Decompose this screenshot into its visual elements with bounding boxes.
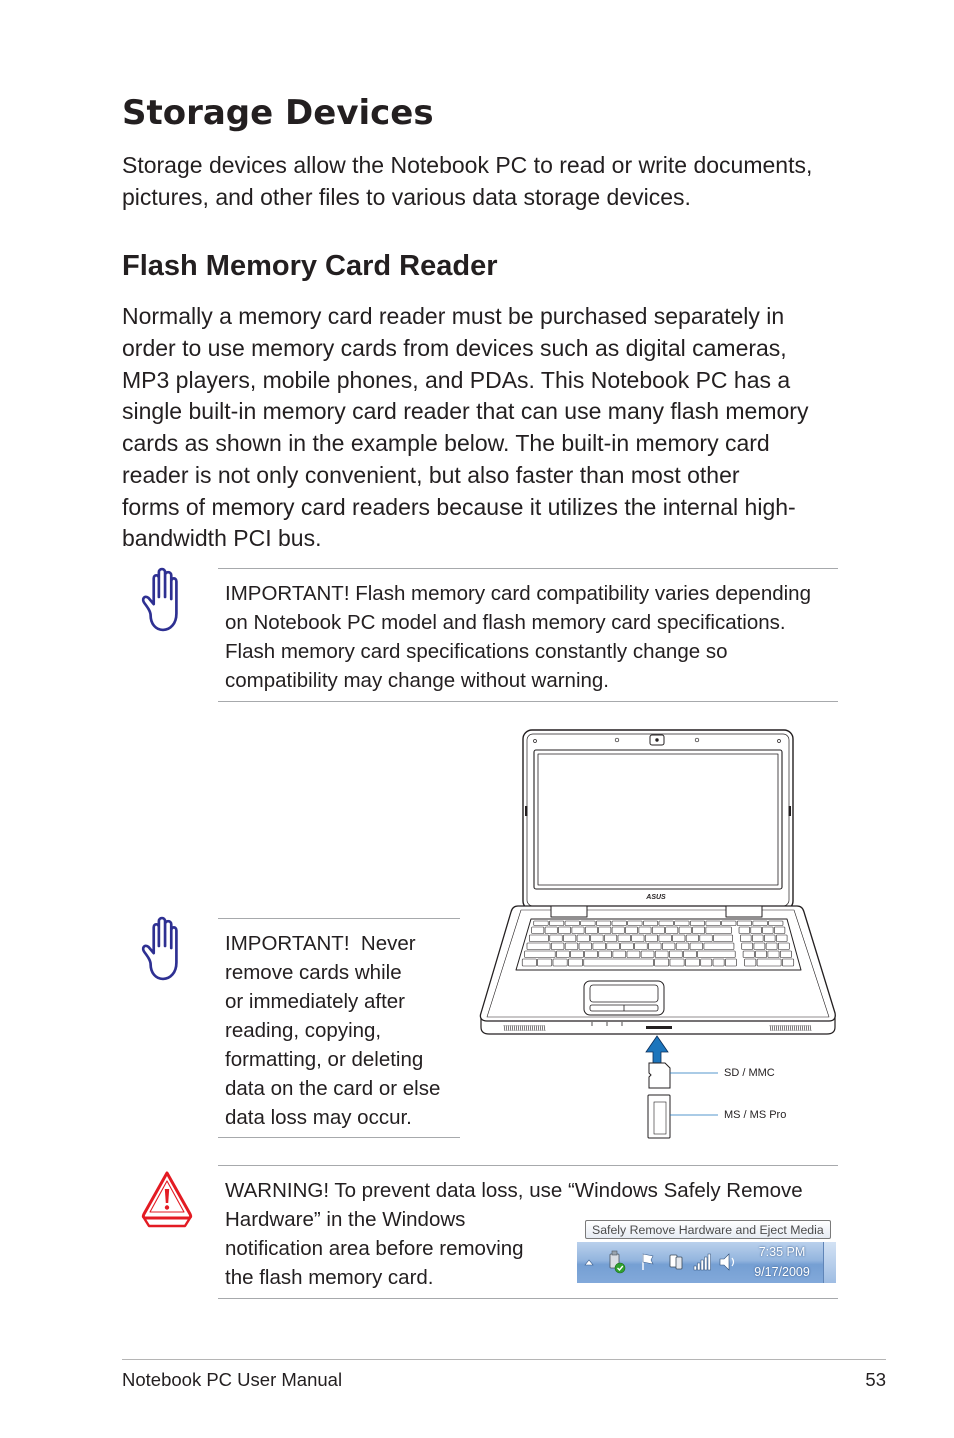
warning-triangle-icon xyxy=(141,1170,193,1230)
note-line: compatibility may change without warning. xyxy=(225,668,609,692)
keyboard-key xyxy=(685,959,699,966)
keyboard-key xyxy=(704,943,734,950)
sd-card-label: SD / MMC xyxy=(724,1067,775,1079)
ms-card-icon xyxy=(648,1095,670,1138)
keyboard-key xyxy=(655,951,668,958)
important-note-2 xyxy=(225,929,440,1132)
note-bottom-rule xyxy=(218,1137,460,1138)
keyboard-key xyxy=(780,951,791,958)
paragraph-line: reader is not only convenient, but also faster than most other xyxy=(122,461,740,488)
keyboard-key xyxy=(579,943,592,950)
keyboard-key xyxy=(782,959,793,966)
paragraph-line: forms of memory card readers because it utilizes the internal high- xyxy=(122,493,796,520)
keyboard-key xyxy=(593,943,606,950)
keyboard-key xyxy=(563,935,575,942)
keyboard-key xyxy=(621,943,634,950)
keyboard-key xyxy=(744,959,755,966)
keyboard-key xyxy=(743,951,754,958)
keyboard-key xyxy=(686,935,698,942)
network-signal-icon xyxy=(694,1254,711,1270)
keyboard-key xyxy=(635,943,648,950)
keyboard-key xyxy=(553,959,567,966)
page-title: Storage Devices xyxy=(122,93,434,133)
note-line: or immediately after xyxy=(225,989,406,1013)
keyboard-key xyxy=(572,927,584,934)
note-bottom-rule xyxy=(218,701,838,702)
safely-remove-hardware-icon xyxy=(610,1251,625,1273)
keyboard-key xyxy=(639,927,651,934)
keyboard-key xyxy=(565,921,579,926)
keyboard-key xyxy=(725,959,736,966)
keyboard-key xyxy=(522,959,536,966)
keyboard-key xyxy=(766,943,777,950)
keyboard-key xyxy=(612,921,626,926)
ms-card-label: MS / MS Pro xyxy=(724,1109,787,1121)
keyboard-key xyxy=(764,935,775,942)
show-hidden-icons-arrow xyxy=(585,1260,593,1265)
keyboard-key xyxy=(565,943,578,950)
raised-hand-icon xyxy=(138,915,188,981)
taskbar-clock-date: 9/17/2009 xyxy=(754,1265,810,1279)
card-slot xyxy=(646,1026,672,1029)
keyboard-key xyxy=(751,927,762,934)
keyboard-key xyxy=(599,951,612,958)
page-number: 53 xyxy=(865,1369,886,1390)
footer-rule xyxy=(122,1359,886,1360)
keyboard-key xyxy=(549,921,563,926)
intro-line: Storage devices allow the Notebook PC to read or write documents, xyxy=(122,152,813,178)
keyboard-key xyxy=(778,943,789,950)
keyboard-key xyxy=(670,959,684,966)
keyboard-key xyxy=(763,927,774,934)
hinge-right xyxy=(726,906,762,917)
keyboard-key xyxy=(692,927,704,934)
keyboard-key xyxy=(529,935,548,942)
warning-bottom-rule xyxy=(218,1298,838,1299)
keyboard-key xyxy=(648,943,661,950)
keyboard-key xyxy=(550,935,562,942)
keyboard-key xyxy=(607,943,620,950)
keyboard-key xyxy=(545,927,557,934)
section-heading: Flash Memory Card Reader xyxy=(122,250,498,282)
keyboard-key xyxy=(776,935,787,942)
paragraph-line: Normally a memory card reader must be purchased separately in xyxy=(122,303,785,329)
keyboard-key xyxy=(604,935,616,942)
keyboard-key xyxy=(722,921,736,926)
warning-line: the flash memory card. xyxy=(225,1265,434,1289)
keyboard-key xyxy=(706,921,720,926)
warning-top-rule xyxy=(218,1165,838,1166)
keyboard-key xyxy=(742,943,753,950)
touchpad xyxy=(584,981,664,1015)
keyboard-key xyxy=(525,951,556,958)
taskbar-screenshot xyxy=(577,1218,836,1283)
keyboard-key xyxy=(538,959,552,966)
hinge-left xyxy=(551,906,587,917)
keyboard-key xyxy=(585,951,598,958)
keyboard-key xyxy=(577,935,589,942)
note-line: reading, copying, xyxy=(225,1018,382,1042)
note-line: data loss may occur. xyxy=(225,1105,412,1129)
intro-paragraph xyxy=(122,149,812,213)
keyboard-key xyxy=(683,951,696,958)
keyboard-key xyxy=(591,935,603,942)
keyboard-key xyxy=(534,921,548,926)
action-center-flag-icon xyxy=(643,1254,653,1270)
keyboard-key xyxy=(740,935,751,942)
keyboard-key xyxy=(676,943,689,950)
keyboard-key xyxy=(628,921,642,926)
keyboard-key xyxy=(599,927,611,934)
keyboard-key xyxy=(700,935,712,942)
note-top-rule xyxy=(218,918,460,919)
keyboard-key xyxy=(690,943,703,950)
keyboard-key xyxy=(625,927,637,934)
note-line: remove cards while xyxy=(225,960,402,984)
paragraph-line: bandwidth PCI bus. xyxy=(122,525,322,552)
keyboard-key xyxy=(655,959,669,966)
intro-line: pictures, and other files to various data storage devices. xyxy=(122,184,691,210)
warning-line: WARNING! To prevent data loss, use “Windows Safely Remove xyxy=(225,1178,803,1202)
devices-icon xyxy=(670,1255,682,1269)
speaker-icon xyxy=(720,1254,734,1270)
keyboard-key xyxy=(737,921,751,926)
keyboard-key xyxy=(769,921,783,926)
note-line: formatting, or deleting xyxy=(225,1047,424,1071)
keyboard-key xyxy=(739,927,750,934)
keyboard-key xyxy=(666,927,678,934)
keyboard-key xyxy=(768,951,779,958)
keyboard-key xyxy=(532,927,544,934)
brand-logo: ASUS xyxy=(646,894,666,901)
keyboard-key xyxy=(612,927,624,934)
keyboard-key xyxy=(774,927,785,934)
warning-line: notification area before removing xyxy=(225,1236,524,1260)
keyboard-key xyxy=(752,935,763,942)
keyboard-key xyxy=(581,921,595,926)
keyboard-key xyxy=(645,935,657,942)
laptop-illustration xyxy=(470,720,850,1150)
footer-manual-title: Notebook PC User Manual xyxy=(122,1369,343,1390)
important-note-1 xyxy=(225,579,811,695)
keyboard-key xyxy=(584,959,654,966)
keyboard-key xyxy=(675,921,689,926)
section-paragraph xyxy=(122,301,808,555)
note-line: IMPORTANT! Never xyxy=(225,931,416,955)
paragraph-line: single built-in memory card reader that can use many flash memory xyxy=(122,398,809,425)
keyboard-key xyxy=(698,951,736,958)
keyboard-key xyxy=(613,951,626,958)
keyboard-key xyxy=(673,935,685,942)
keyboard-keys xyxy=(522,921,794,966)
warning-line: Hardware” in the Windows xyxy=(225,1207,466,1231)
keyboard-key xyxy=(627,951,640,958)
raised-hand-icon xyxy=(138,566,188,632)
paragraph-line: MP3 players, mobile phones, and PDAs. This Notebook PC has a xyxy=(122,366,791,393)
keyboard-key xyxy=(706,927,732,934)
sd-card-icon xyxy=(649,1063,670,1088)
keyboard-key xyxy=(618,935,630,942)
taskbar-clock-time: 7:35 PM xyxy=(758,1245,806,1259)
keyboard-key xyxy=(596,921,610,926)
keyboard-key xyxy=(713,935,732,942)
keyboard-key xyxy=(585,927,597,934)
keyboard-key xyxy=(753,921,767,926)
note-line: on Notebook PC model and flash memory card specifications. xyxy=(225,610,786,634)
keyboard-key xyxy=(641,951,654,958)
laptop-lid xyxy=(523,730,793,910)
keyboard-key xyxy=(571,951,584,958)
keyboard-key xyxy=(754,943,765,950)
keyboard-key xyxy=(659,921,673,926)
keyboard-key xyxy=(558,927,570,934)
keyboard-key xyxy=(568,959,582,966)
keyboard-key xyxy=(551,943,564,950)
keyboard-key xyxy=(690,921,704,926)
keyboard-key xyxy=(701,959,712,966)
keyboard-key xyxy=(669,951,682,958)
show-desktop-button xyxy=(823,1242,836,1283)
keyboard-key xyxy=(662,943,675,950)
keyboard-key xyxy=(556,951,569,958)
keyboard-key xyxy=(659,935,671,942)
paragraph-line: order to use memory cards from devices such as digital cameras, xyxy=(122,334,787,361)
paragraph-line: cards as shown in the example below. The built-in memory card xyxy=(122,430,770,456)
note-line: Flash memory card specifications constantly change so xyxy=(225,639,728,663)
keyboard-key xyxy=(527,943,550,950)
keyboard-key xyxy=(632,935,644,942)
keyboard-key xyxy=(652,927,664,934)
keyboard-key xyxy=(713,959,724,966)
note-top-rule xyxy=(218,568,838,569)
keyboard-key xyxy=(757,959,781,966)
laptop-screen xyxy=(538,754,778,885)
keyboard-key xyxy=(643,921,657,926)
keyboard-key xyxy=(679,927,691,934)
note-line: data on the card or else xyxy=(225,1076,441,1100)
safely-remove-tooltip: Safely Remove Hardware and Eject Media xyxy=(585,1220,831,1239)
note-line: IMPORTANT! Flash memory card compatibility varies depending xyxy=(225,581,811,605)
keyboard-key xyxy=(755,951,766,958)
